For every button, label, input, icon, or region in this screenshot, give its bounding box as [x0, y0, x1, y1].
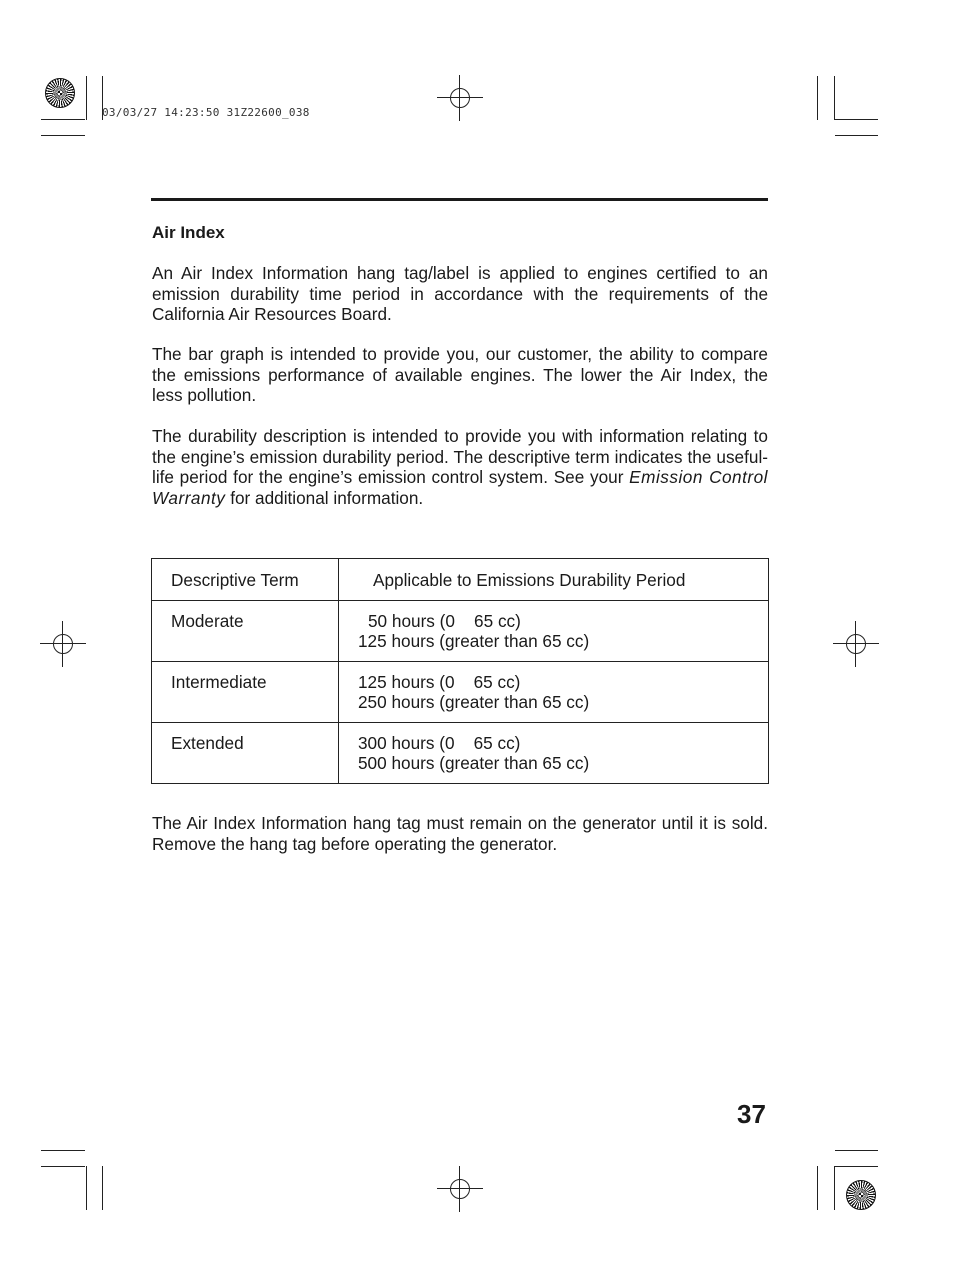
print-timestamp: 03/03/27 14:23:50 31Z22600_038	[102, 106, 310, 119]
crosshair-icon	[40, 621, 86, 667]
registration-target-icon	[846, 1180, 876, 1210]
table-header-period: Applicable to Emissions Durability Period	[373, 570, 686, 590]
table-row-term: Intermediate	[171, 672, 267, 692]
paragraph-durability	[152, 426, 768, 508]
table-row-period-line1: 50 hours (0 65 cc)	[368, 611, 521, 631]
table-row-term: Moderate	[171, 611, 244, 631]
paragraph-hang-tag: The Air Index Information hang tag must remain on the generator until it is sold. Remove the hang tag before operating the generator.	[152, 813, 768, 854]
paragraph-intro: An Air Index Information hang tag/label is applied to engines certified to an emission durability time period in accordance with the requirements of the California Air Resources Board.	[152, 263, 768, 325]
table-row-period-line2: 125 hours (greater than 65 cc)	[358, 631, 590, 651]
paragraph-bar-graph: The bar graph is intended to provide you, our customer, the ability to compare the emissions performance of available engines. The lower the Air Index, the less pollution.	[152, 344, 768, 406]
paragraph-durability-text: The durability description is intended to provide you with information relating to the engine’s emission durability period. The descriptive term indicates the useful-life period for the engine’s emission control system. See your	[152, 426, 768, 488]
warranty-title: Emission Control Warranty	[152, 467, 768, 508]
crosshair-icon	[437, 1166, 483, 1212]
table-row-period-line1: 125 hours (0 65 cc)	[358, 672, 521, 692]
paragraph-durability-end: for additional information.	[230, 487, 424, 508]
table-header-term: Descriptive Term	[171, 570, 299, 590]
table-row-period-line2: 250 hours (greater than 65 cc)	[358, 692, 590, 712]
section-rule	[151, 198, 768, 201]
crosshair-icon	[437, 75, 483, 121]
section-title: Air Index	[152, 223, 225, 242]
crosshair-icon	[833, 621, 879, 667]
table-row-term: Extended	[171, 733, 244, 753]
table-row-period-line2: 500 hours (greater than 65 cc)	[358, 753, 590, 773]
table-row-period-line1: 300 hours (0 65 cc)	[358, 733, 521, 753]
registration-target-icon	[45, 78, 75, 108]
page-number: 37	[737, 1099, 766, 1129]
durability-table	[151, 558, 769, 784]
